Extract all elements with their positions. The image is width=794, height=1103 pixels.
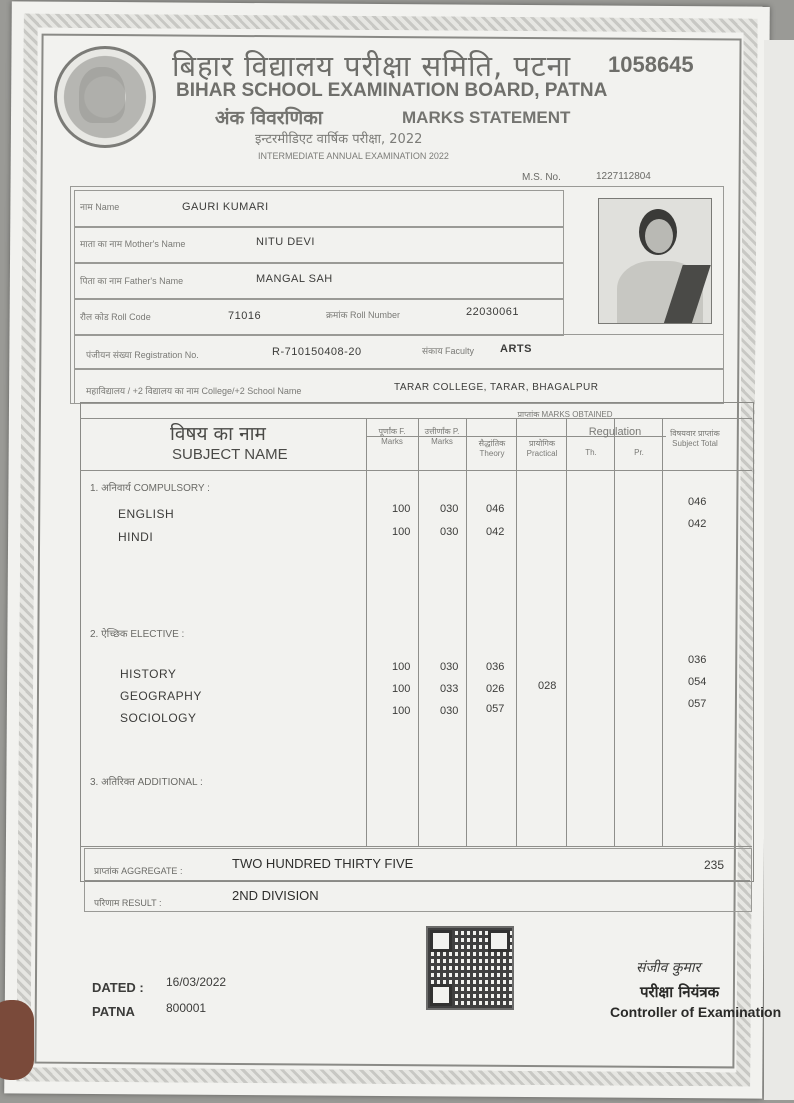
pass-marks: 030 — [440, 661, 459, 673]
faculty-label: संकाय Faculty — [422, 346, 475, 356]
subject-header-hindi: विषय का नाम — [170, 423, 266, 445]
practical-marks: 028 — [538, 680, 557, 692]
marks-obtained-header: प्राप्तांक MARKS OBTAINED — [517, 410, 613, 419]
table-rule — [80, 470, 752, 471]
mother-name: NITU DEVI — [256, 236, 315, 248]
theory-marks: 042 — [486, 526, 505, 538]
roll-code: 71016 — [228, 310, 262, 322]
marks-table — [80, 402, 754, 882]
title-hindi: बिहार विद्यालय परीक्षा समिति, पटना — [172, 49, 572, 83]
subject-total: 054 — [688, 676, 707, 688]
subject-name: ENGLISH — [118, 507, 175, 521]
aggregate-number: 235 — [704, 858, 725, 872]
pass-marks: 030 — [440, 503, 459, 515]
serial-number: 1058645 — [608, 52, 694, 77]
result-label: परिणाम RESULT : — [94, 898, 162, 908]
subject-name: HISTORY — [120, 667, 177, 681]
name-row — [74, 190, 564, 228]
roll-number: 22030061 — [466, 306, 519, 318]
full-marks: 100 — [392, 683, 411, 695]
father-label: पिता का नाम Father's Name — [80, 276, 184, 286]
subject-header-english: SUBJECT NAME — [172, 446, 288, 463]
roll-code-label: रौल कोड Roll Code — [80, 312, 151, 322]
statement-title-english: MARKS STATEMENT — [402, 108, 571, 127]
subject-total: 057 — [688, 698, 707, 710]
pass-marks: 030 — [440, 526, 459, 538]
theory-marks: 036 — [486, 661, 505, 673]
college-label: महाविद्यालय / +2 विद्यालय का नाम College/+2 School Name — [86, 386, 302, 396]
summary-rule — [84, 880, 750, 881]
dated-label: DATED : — [92, 980, 144, 995]
name-label: नाम Name — [80, 202, 120, 212]
title-english: BIHAR SCHOOL EXAMINATION BOARD, PATNA — [176, 80, 608, 101]
full-marks: 100 — [392, 661, 411, 673]
pass-marks: 030 — [440, 705, 459, 717]
subject-total: 036 — [688, 654, 707, 666]
date-value: 16/03/2022 — [166, 975, 227, 989]
theory-header: सैद्धांतिक Theory — [478, 439, 506, 458]
subject-total: 046 — [688, 496, 707, 508]
roll-number-label: क्रमांक Roll Number — [326, 310, 401, 320]
subject-total-header: विषयवार प्राप्तांक Subject Total — [670, 429, 720, 448]
table-column-rule — [466, 418, 467, 846]
theory-marks: 057 — [486, 703, 505, 715]
ms-no-value: 1227112804 — [596, 171, 651, 182]
registration-number: R-710150408-20 — [272, 346, 362, 358]
table-column-rule — [566, 418, 567, 846]
controller-title-english: Controller of Examination — [610, 1004, 782, 1020]
regulation-practical-header: Pr. — [634, 448, 644, 457]
pin-code: 800001 — [166, 1001, 207, 1015]
theory-marks: 046 — [486, 503, 505, 515]
qr-code — [426, 926, 514, 1010]
mother-label: माता का नाम Mother's Name — [80, 239, 186, 249]
regulation-theory-header: Th. — [585, 448, 597, 457]
registration-label: पंजीयन संख्या Registration No. — [86, 350, 199, 360]
theory-marks: 026 — [486, 683, 505, 695]
table-column-rule — [418, 418, 419, 846]
controller-signature: संजीव कुमार — [636, 960, 701, 976]
result-value: 2ND DIVISION — [232, 888, 319, 903]
table-column-rule — [614, 418, 615, 846]
place-label: PATNA — [92, 1004, 135, 1019]
full-marks: 100 — [392, 705, 411, 717]
table-column-rule — [516, 418, 517, 846]
aggregate-label: प्राप्तांक AGGREGATE : — [94, 866, 183, 876]
ms-no-label: M.S. No. — [522, 172, 561, 183]
statement-title-hindi: अंक विवरणिका — [215, 107, 323, 129]
subject-name: HINDI — [118, 530, 154, 544]
page-edge — [764, 40, 794, 1100]
thumb — [0, 1000, 34, 1080]
full-marks: 100 — [392, 526, 411, 538]
pass-marks: 033 — [440, 683, 459, 695]
faculty: ARTS — [500, 343, 532, 355]
exam-name-hindi: इन्टरमीडिएट वार्षिक परीक्षा, 2022 — [255, 132, 423, 147]
board-seal-logo — [54, 46, 156, 148]
table-column-rule — [662, 418, 663, 846]
table-column-rule — [366, 418, 367, 846]
full-marks-header: पूर्णांक F. Marks — [378, 427, 406, 446]
aggregate-in-words: TWO HUNDRED THIRTY FIVE — [232, 856, 414, 871]
regulation-header: Regulation — [588, 426, 642, 438]
student-name: GAURI KUMARI — [182, 201, 269, 213]
subject-total: 042 — [688, 518, 707, 530]
subject-name: GEOGRAPHY — [120, 689, 202, 703]
exam-name-english: INTERMEDIATE ANNUAL EXAMINATION 2022 — [258, 151, 449, 161]
compulsory-section-label: 1. अनिवार्य COMPULSORY : — [90, 483, 210, 494]
table-rule — [80, 846, 752, 847]
student-photo — [598, 198, 712, 324]
practical-header: प्रायोगिक Practical — [526, 439, 558, 458]
elective-section-label: 2. ऐच्छिक ELECTIVE : — [90, 629, 185, 640]
father-name: MANGAL SAH — [256, 273, 333, 285]
college-name: TARAR COLLEGE, TARAR, BHAGALPUR — [394, 382, 599, 393]
full-marks: 100 — [392, 503, 411, 515]
controller-title-hindi: परीक्षा नियंत्रक — [640, 983, 720, 1001]
pass-marks-header: उत्तीर्णांक P. Marks — [424, 427, 460, 446]
subject-name: SOCIOLOGY — [120, 711, 197, 725]
additional-section-label: 3. अतिरिक्त ADDITIONAL : — [90, 777, 203, 788]
